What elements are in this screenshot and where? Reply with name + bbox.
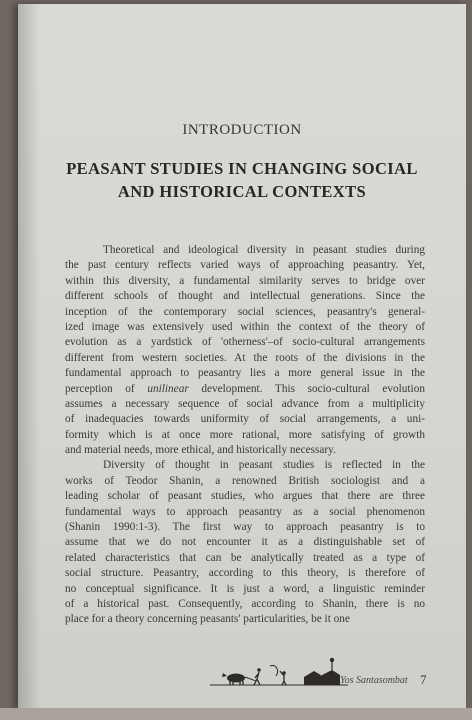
text-line: evolution as a yardstick of 'otherness'–of socio-cultural arrangements bbox=[65, 336, 425, 349]
body-text bbox=[65, 243, 425, 628]
chapter-title bbox=[18, 157, 466, 203]
text-line: no conceptual significance. It is just a word, a linguistic reminder bbox=[65, 582, 425, 595]
text-line: Diversity of thought in peasant studies is reflected in the bbox=[103, 459, 425, 472]
text-line: different schools of thought and intellectual generations. Since the bbox=[65, 290, 425, 303]
text-line: assume that we do not encounter it as a distinguishable set of bbox=[65, 536, 425, 549]
text-line: (Shanin 1990:1-3). The first way to approach peasantry is to bbox=[65, 521, 425, 534]
text-line: and material needs, more ethical, and historically necessary. bbox=[65, 444, 336, 457]
text-line: of inadequacies towards uniformity of social arrangements, a uni- bbox=[65, 413, 425, 426]
text-line: fundamental ways to approach peasantry as a social phenomenon bbox=[65, 505, 425, 518]
farming-scene-ornament-icon bbox=[210, 656, 350, 690]
text-line: fundamental approach to peasantry lies a more general issue in the bbox=[65, 367, 425, 380]
text-line: within this diversity, a fundamental similarity serves to bridge over bbox=[65, 274, 425, 287]
text-line: works of Teodor Shanin, a renowned British sociologist and a bbox=[65, 474, 425, 487]
page-number: 7 bbox=[420, 672, 427, 687]
spine-shadow bbox=[18, 4, 40, 710]
section-label: INTRODUCTION bbox=[182, 122, 302, 138]
text-line: the past century reflects varied ways of approaching peasantry. Yet, bbox=[65, 259, 425, 272]
text-line: different from western societies. At the roots of the divisions in the bbox=[65, 351, 425, 364]
text-line: Theoretical and ideological diversity in peasant studies during bbox=[103, 244, 425, 256]
text-line-mixed bbox=[65, 382, 425, 397]
text-line: inception of the contemporary social sciences, peasantry's general- bbox=[65, 305, 425, 318]
text-run: perception of bbox=[65, 382, 135, 395]
italic-term: unilinear bbox=[147, 382, 189, 395]
chapter-title-line: AND HISTORICAL CONTEXTS bbox=[117, 182, 367, 201]
text-run: development. This socio-cultural evolution bbox=[201, 382, 425, 395]
text-line: assumes a necessary sequence of social advance from a multiplicity bbox=[65, 397, 425, 410]
footer-author: Yos Santasombat bbox=[340, 675, 408, 686]
text-line: leading scholar of peasant studies, who argues that there are three bbox=[65, 490, 425, 503]
text-line: place for a theory concerning peasants' particularities, be it one bbox=[65, 613, 350, 626]
chapter-title-line: PEASANT STUDIES IN CHANGING SOCIAL bbox=[66, 159, 418, 178]
text-line: of a historical past. Consequently, according to Shanin, there is no bbox=[65, 597, 425, 610]
text-line: social structure. Peasantry, according to this theory, is therefore of bbox=[65, 567, 425, 580]
text-line: ized image was extensively used within the context of the theory of bbox=[65, 320, 425, 333]
text-line: formity which is at once more rational, more satisfying of growth bbox=[65, 428, 425, 441]
table-surface bbox=[0, 708, 472, 720]
text-line: related characteristics that can be analytically treated as a type of bbox=[65, 551, 425, 564]
book-page bbox=[18, 4, 466, 710]
